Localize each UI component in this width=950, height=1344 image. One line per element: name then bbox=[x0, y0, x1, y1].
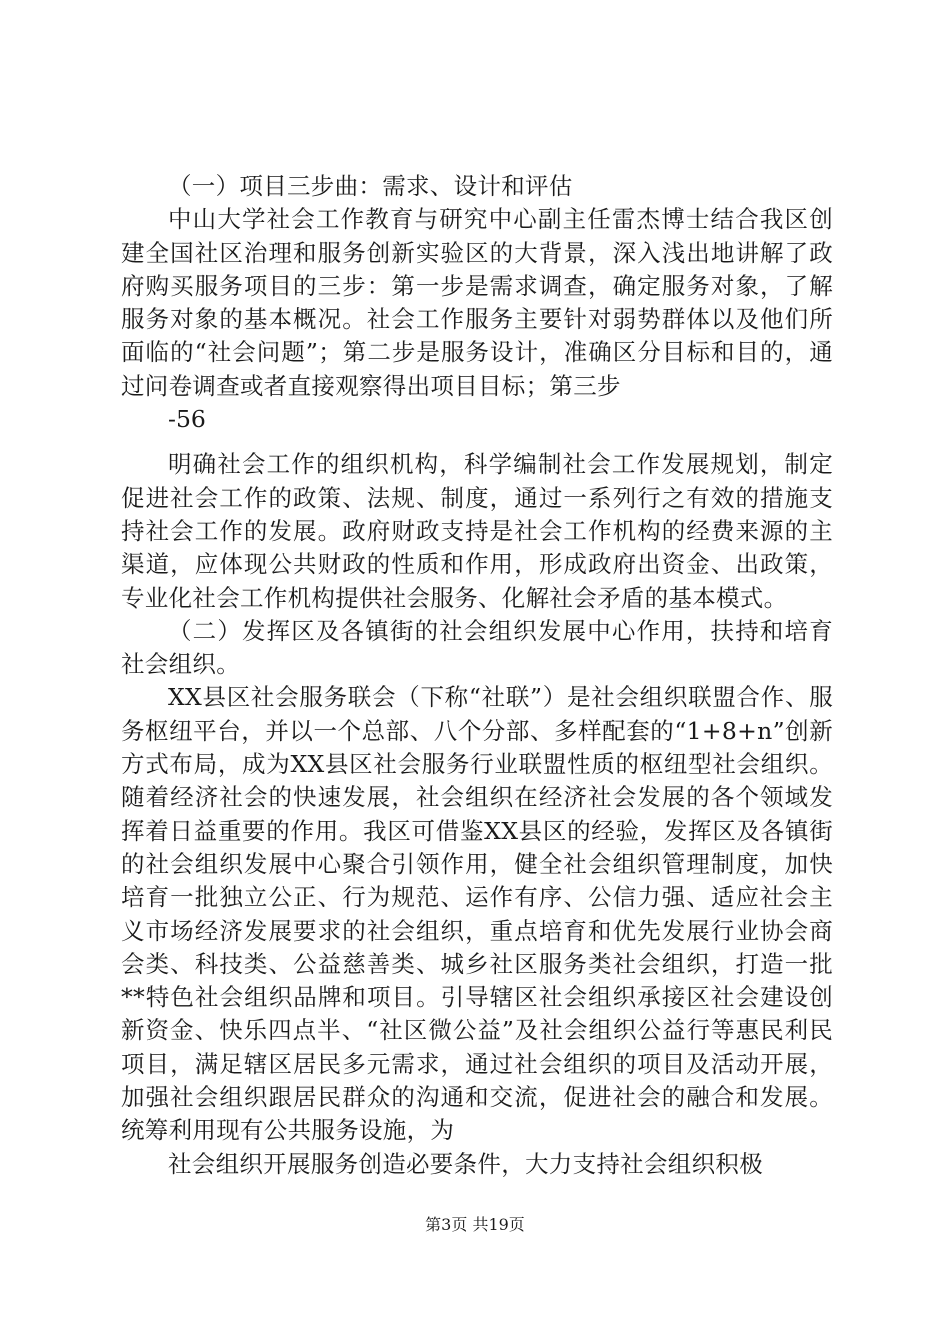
paragraph-social-federation: XX县区社会服务联会（下称“社联”）是社会组织联盟合作、服务枢纽平台，并以一个总部、八个分部、多样配套的“1+8+n”创新方式布局，成为XX县区社会服务行业联盟性质的枢纽型社会组织。随着经济社会的快速发展，社会组织在经济社会发展的各个领域发挥着日益重要的作用。我区可借鉴XX县区的经验，发挥区及各镇街的社会组织发展中心聚合引领作用，健全社会组织管理制度，加快培育一批独立公正、行为规范、运作有序、公信力强、适应社会主义市场经济发展要求的社会组织，重点培育和优先发展行业协会商会类、科技类、公益慈善类、城乡社区服务类社会组织，打造一批**特色社会组织品牌和项目。引导辖区社会组织承接区社会建设创新资金、快乐四点半、“社区微公益”及社会组织公益行等惠民利民项目，满足辖区居民多元需求，通过社会组织的项目及活动开展，加强社会组织跟居民群众的沟通和交流，促进社会的融合和发展。统筹利用现有公共服务设施，为 bbox=[121, 683, 833, 1145]
paragraph-support-conditions: 社会组织开展服务创造必要条件，大力支持社会组织积极 bbox=[168, 1149, 763, 1178]
paragraph-project-steps: 中山大学社会工作教育与研究中心副主任雷杰博士结合我区创建全国社区治理和服务创新实验区的大背景，深入浅出地讲解了政府购买服务项目的三步：第一步是需求调查，确定服务对象，了解服务对象的基本概况。社会工作服务主要针对弱势群体以及他们所面临的“社会问题”；第二步是服务设计，准确区分目标和目的，通过问卷调查或者直接观察得出项目目标；第三步 bbox=[121, 205, 833, 400]
paragraph-organization: 明确社会工作的组织机构，科学编制社会工作发展规划，制定促进社会工作的政策、法规、制度，通过一系列行之有效的措施支持社会工作的发展。政府财政支持是社会工作机构的经费来源的主渠道，应体现公共财政的性质和作用，形成政府出资金、出政策，专业化社会工作机构提供社会服务、化解社会矛盾的基本模式。 bbox=[121, 450, 833, 612]
document-body bbox=[121, 170, 833, 1181]
page-footer: 第3页 共19页 bbox=[425, 1215, 525, 1234]
section-heading-one: （一）项目三步曲：需求、设计和评估 bbox=[168, 172, 573, 200]
section-heading-two: （二）发挥区及各镇街的社会组织发展中心作用，扶持和培育社会组织。 bbox=[121, 616, 833, 679]
page-marker: -56 bbox=[168, 405, 206, 434]
spacer bbox=[121, 436, 833, 448]
